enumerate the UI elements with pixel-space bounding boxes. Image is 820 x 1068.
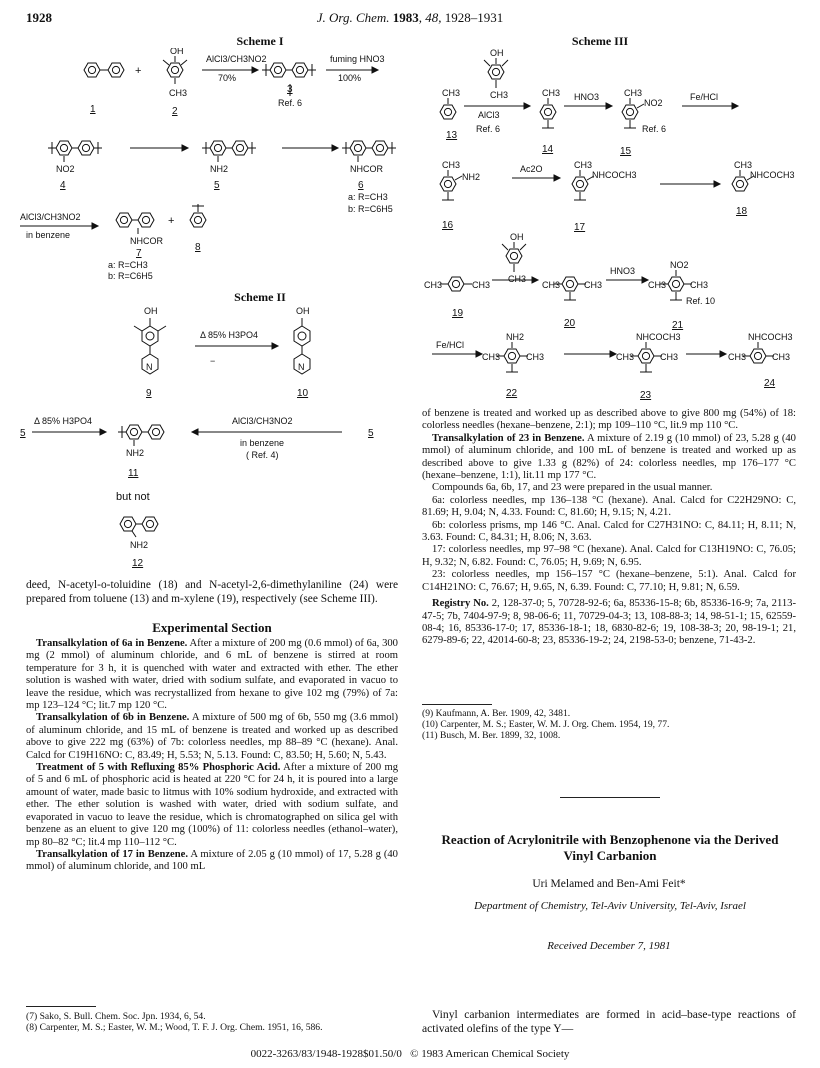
label-8: 8 — [195, 242, 201, 253]
svg-text:NO2: NO2 — [670, 260, 689, 270]
compound-11-structure — [118, 425, 164, 446]
s2-minus: − — [210, 356, 216, 366]
svg-text:NHCOCH3: NHCOCH3 — [750, 170, 795, 180]
left-footnote-rule — [26, 1006, 96, 1007]
exp-6a-text: After a mixture of 200 mg (0.6 mmol) of 6a, 300 mg (2 mmol) of aluminum chloride, and 6 mL of benzene is stirred at room temperature for 3 h, it is quenched with water and extracted with ether. The ether solution is washed with water, dried with sodium sulfate, and evaporated in vacuo to leave the residue, which was recrystallized from hexane to give 102 mg (79%) of 7a: mp 123–124 °C; lit.7 mp 120 °C. — [26, 638, 398, 712]
label-15: 15 — [620, 146, 632, 157]
page-footer — [0, 1048, 820, 1060]
svg-text:CH3: CH3 — [660, 352, 679, 362]
compound-23-structure — [630, 342, 662, 372]
footer-code: 0022-3263/83/1948-1928$01.50/0 — [250, 1048, 402, 1060]
svg-text:NH2: NH2 — [506, 332, 525, 342]
article-separator — [560, 797, 660, 798]
article-affiliation: Department of Chemistry, Tel-Aviv University, Tel-Aviv, Israel — [474, 900, 746, 912]
experimental-body — [26, 638, 398, 874]
s1-yield1: 70% — [218, 73, 237, 83]
exp-5-heading: Treatment of 5 with Refluxing 85% Phosphoric Acid. — [36, 762, 281, 774]
s3-alcl3: AlCl3 — [478, 110, 500, 120]
svg-text:N: N — [146, 362, 153, 372]
journal-year: 1983 — [392, 10, 419, 25]
svg-text:CH3: CH3 — [728, 352, 747, 362]
svg-text:CH3: CH3 — [648, 280, 667, 290]
page-number: 1928 — [26, 10, 52, 25]
phenol-2-structure — [163, 56, 187, 84]
svg-text:CH3: CH3 — [472, 280, 491, 290]
s1-reagent3b: in benzene — [26, 230, 71, 240]
svg-text:+: + — [168, 215, 175, 227]
s2-reagent1: Δ 85% H3PO4 — [200, 330, 259, 340]
s1-ref6: Ref. 6 — [278, 98, 303, 108]
right-p7: 23: colorless needles, mp 156–157 °C (hexane–benzene, 5:1). Anal. Calcd for C14H21NO: C, 76.67; H, 9.65, N, 6.39. Found: C, 77.10; H, 9.81; N, 6.59. — [422, 569, 796, 593]
exp-6b-heading: Transalkylation of 6b in Benzene. — [36, 712, 190, 724]
footnote-11: (11) Busch, M. Ber. 1899, 32, 1008. — [422, 730, 561, 741]
svg-text:OH: OH — [510, 232, 524, 242]
svg-text:CH3: CH3 — [442, 160, 461, 170]
label-23: 23 — [640, 390, 652, 400]
left-intro-paragraph — [26, 578, 398, 606]
scheme2-diagram — [20, 304, 410, 568]
right-p6: 17: colorless needles, mp 97–98 °C (hexane). Anal. Calcd for C13H19NO: C, 76.05; H, 9.32; N, 6.82. Found: C, 76.05; H, 9.69; N, 6.95. — [422, 544, 796, 568]
s2-reagent3a: AlCl3/CH3NO2 — [232, 416, 293, 426]
compound-4-structure — [48, 141, 102, 162]
article-intro: Vinyl carbanion intermediates are formed in acid–base-type reactions of activated olefins of the type Y— — [422, 1008, 796, 1035]
compound-6-structure — [342, 141, 396, 162]
compound-24-structure — [742, 342, 774, 363]
svg-text:CH3: CH3 — [734, 160, 753, 170]
svg-text:CH3: CH3 — [526, 352, 545, 362]
s2-nh2-12: NH2 — [130, 540, 149, 550]
left-p1: deed, N-acetyl-o-toluidine (18) and N-acetyl-2,6-dimethylaniline (24) were prepared from toluene (13) and m-xylene (19), respectively (see Scheme III). — [26, 579, 398, 605]
svg-text:CH3: CH3 — [542, 88, 561, 98]
scheme2-title: Scheme II — [234, 290, 286, 304]
compound-13-structure — [440, 98, 456, 119]
footnote-9: (9) Kaufmann, A. Ber. 1909, 42, 3481. — [422, 708, 571, 719]
label-6: 6 — [358, 180, 364, 191]
journal-pages: 1928–1931 — [444, 10, 504, 25]
s3-phenol-reagent-2 — [502, 242, 526, 272]
label-1: 1 — [90, 104, 96, 115]
svg-text:CH3: CH3 — [624, 88, 643, 98]
biphenyl-1-structure — [84, 63, 124, 77]
s1-reagent3a: AlCl3/CH3NO2 — [20, 212, 81, 222]
svg-text:NHCOCH3: NHCOCH3 — [748, 332, 793, 342]
compound-12-structure — [120, 517, 158, 537]
label-14: 14 — [542, 144, 554, 155]
article-title: Reaction of Acrylonitrile with Benzophenone via the Derived Vinyl Carbanion — [441, 832, 779, 863]
footer-copyright: © 1983 American Chemical Society — [410, 1048, 570, 1060]
exp-5-text: After a mixture of 200 mg of 5 and 6 mL of phosphoric acid is heated at 220 °C for 24 h, it is poured into a large amount of water, made basic to litmus with 10% sodium hydroxide, and extracted with ether. The ether solution is washed with water, dried with sodium sulfate, and evaporated in vacuo to leave the residue, which is chromatographed on silica gel with benzene as an eluent to give 120 mg (100%) of 11: colorless needles (ethanol–water), mp 80–82 °C; lit.4 mp 110–112 °C. — [26, 762, 398, 848]
svg-text:CH3: CH3 — [574, 160, 593, 170]
registry-heading: Registry No. — [432, 598, 489, 610]
label-5: 5 — [214, 180, 220, 191]
s3-hno3: HNO3 — [574, 92, 600, 102]
label-2: 2 — [172, 106, 178, 117]
running-header: J. Org. Chem. 1983, 48, 1928–1931 — [316, 10, 504, 25]
svg-text:CH3: CH3 — [442, 88, 461, 98]
label-16: 16 — [442, 220, 454, 231]
label-3: 3 — [287, 84, 293, 95]
scheme3-title: Scheme III — [571, 34, 629, 48]
s1-yield2: 100% — [338, 73, 362, 83]
article-authors: Uri Melamed and Ben-Ami Feit* — [532, 878, 686, 890]
s1-oh-label: OH — [170, 48, 184, 56]
scheme1-title: Scheme I — [236, 34, 284, 48]
svg-text:NH2: NH2 — [462, 172, 481, 182]
footnote-8: (8) Carpenter, M. S.; Easter, W. M.; Wood, T. F. J. Org. Chem. 1951, 16, 586. — [26, 1022, 323, 1033]
exp-23-heading: Transalkylation of 23 in Benzene. — [432, 432, 585, 444]
article-received: Received December 7, 1981 — [547, 940, 671, 952]
label-17: 17 — [574, 222, 586, 233]
label-12: 12 — [132, 558, 144, 568]
svg-text:CH3: CH3 — [508, 274, 527, 284]
label-19: 19 — [452, 308, 464, 319]
compound-16-structure — [440, 170, 462, 200]
right-p3: Compounds 6a, 6b, 17, and 23 were prepared in the usual manner. — [432, 482, 713, 494]
label-4: 4 — [60, 180, 66, 191]
svg-text:CH3: CH3 — [584, 280, 603, 290]
s3-ac2o: Ac2O — [520, 164, 543, 174]
s1-nh2: NH2 — [210, 164, 229, 174]
svg-text:CH3: CH3 — [772, 352, 791, 362]
footnote-7: (7) Sako, S. Bull. Chem. Soc. Jpn. 1934, 6, 54. — [26, 1011, 206, 1022]
compound-5-structure — [202, 141, 256, 162]
experimental-section-title: Experimental Section — [152, 620, 272, 635]
exp-17-text: A mixture of 2.05 g (10 mmol) of 17, 5.28 g (40 mmol) of aluminum chloride, and 100 mL — [26, 848, 398, 873]
s3-fehcl2: Fe/HCl — [436, 340, 465, 350]
svg-text:NHCOCH3: NHCOCH3 — [592, 170, 637, 180]
compound-8-structure — [190, 204, 206, 227]
left-footnotes — [26, 1011, 398, 1033]
footnote-10: (10) Carpenter, M. S.; Easter, W. M. J. Org. Chem. 1954, 19, 77. — [422, 719, 670, 730]
label-11: 11 — [128, 468, 139, 479]
s1-legend6b: b: R=C6H5 — [348, 204, 393, 214]
label-9: 9 — [146, 388, 152, 399]
right-footnotes — [422, 708, 796, 741]
s3-fehcl: Fe/HCl — [690, 92, 719, 102]
s2-reagent3c: ( Ref. 4) — [246, 450, 279, 460]
compound-17-structure — [572, 170, 594, 200]
s1-reagent2: fuming HNO3 — [330, 54, 385, 64]
s2-oh-10: OH — [296, 306, 310, 316]
right-p5: 6b: colorless prisms, mp 146 °C. Anal. Calcd for C27H31NO: C, 84.11; H, 8.11; N, 3.63. Found: C, 84.31; H, 8.06; N, 3.63. — [422, 519, 796, 544]
s2-reagent3b: in benzene — [240, 438, 285, 448]
s1-nhcor-7: NHCOR — [130, 236, 163, 246]
s2-nh2-11: NH2 — [126, 448, 145, 458]
right-experimental-body — [422, 408, 796, 648]
s3-ref6b: Ref. 6 — [642, 124, 667, 134]
svg-text:CH3: CH3 — [690, 280, 709, 290]
s1-ch3-label: CH3 — [169, 88, 188, 98]
label-10: 10 — [297, 388, 309, 399]
svg-text:OH: OH — [490, 48, 504, 58]
s2-oh-9: OH — [144, 306, 158, 316]
s1-legend7a: a: R=CH3 — [108, 260, 148, 270]
s2-five-right: 5 — [368, 428, 374, 439]
compound-15-structure — [622, 98, 644, 128]
label-18: 18 — [736, 206, 748, 217]
s1-nhcor: NHCOR — [350, 164, 383, 174]
label-24: 24 — [764, 378, 776, 389]
compound-14-structure — [540, 98, 556, 128]
right-footnote-rule — [422, 704, 492, 705]
exp-17-heading: Transalkylation of 17 in Benzene. — [36, 848, 189, 860]
svg-text:CH3: CH3 — [482, 352, 501, 362]
scheme3-diagram — [424, 48, 804, 400]
s2-reagent2: Δ 85% H3PO4 — [34, 416, 93, 426]
s1-reagent1: AlCl3/CH3NO2 — [206, 54, 267, 64]
svg-text:NO2: NO2 — [644, 98, 663, 108]
label-13: 13 — [446, 130, 458, 141]
s3-ref6: Ref. 6 — [476, 124, 501, 134]
journal-volume: 48 — [425, 10, 439, 25]
compound-3-structure — [262, 63, 316, 77]
s3-phenol-reagent — [484, 58, 508, 88]
s2-but-not: but not — [116, 491, 150, 503]
exp-23-text: A mixture of 2.19 g (10 mmol) of 23, 5.28 g (40 mmol) of aluminum chloride, and 100 mL of benzene is treated and worked up as described above to give 1.33 g (82%) of 24: colorless needles, mp 176–177 °C (hexane–benzene, 1:1), lit.11 mp 177 °C. — [422, 432, 796, 482]
svg-text:CH3: CH3 — [542, 280, 561, 290]
svg-text:NHCOCH3: NHCOCH3 — [636, 332, 681, 342]
exp-6a-heading: Transalkylation of 6a in Benzene. — [36, 638, 188, 649]
svg-text:+: + — [135, 65, 142, 77]
s1-legend6a: a: R=CH3 — [348, 192, 388, 202]
exp-6b-text: A mixture of 500 mg of 6b, 550 mg (3.6 mmol) of aluminum chloride, and 15 mL of benzene is treated and worked up as described above to give 222 mg (63%) of 7b: colorless needles, mp 88–89 °C (hexane). Anal. Calcd for C19H16NO: C, 83.49; H, 5.53; N, 5.13. Found: C, 83.50; H, 5.60; N, 5.43. — [26, 712, 398, 761]
svg-text:CH3: CH3 — [490, 90, 509, 100]
registry-text: 2, 128-37-0; 5, 70728-92-6; 6a, 85336-15-8; 6b, 85336-16-9; 7a, 2113-47-5; 7b, 7404-97-9; 8, 98-06-6; 11, 70729-04-3; 13, 108-88-3; 14, 98-51-1; 15, 62559-08-4; 16, 85336-17-0; 17, 85336-18-1; 18, 6830-82-6; 19, 108-38-3; 20, 98-19-1; 21, 6279-89-6; 22, 42014-60-8; 23, 85336-19-2; 24, 2198-53-0; benzene, 71-43-2. — [422, 598, 796, 647]
right-p4: 6a: colorless needles, mp 136–138 °C (hexane). Anal. Calcd for C22H29NO: C, 81.69; H, 9.04; N, 4.33. Found: C, 81.60; H, 9.15; N, 4.21. — [422, 494, 796, 519]
journal-name: J. Org. Chem. — [316, 10, 390, 25]
label-22: 22 — [506, 388, 518, 399]
compound-19-structure — [440, 277, 472, 291]
label-20: 20 — [564, 318, 576, 329]
svg-text:N: N — [298, 362, 305, 372]
s3-ref10: Ref. 10 — [686, 296, 716, 306]
compound-22-structure — [496, 342, 528, 372]
s3-hno3b: HNO3 — [610, 266, 636, 276]
right-p1: of benzene is treated and worked up as described above to give 800 mg (54%) of 18: colorless needles (hexane–benzene, 2:1); mp 109–110 °C, lit.9 mp 110 °C. — [422, 408, 796, 432]
s2-five-left: 5 — [20, 428, 26, 439]
compound-7-structure — [116, 213, 154, 234]
label-21: 21 — [672, 320, 684, 331]
svg-text:CH3: CH3 — [424, 280, 443, 290]
label-7: 7 — [136, 248, 142, 259]
s1-no2: NO2 — [56, 164, 75, 174]
svg-text:CH3: CH3 — [616, 352, 635, 362]
s1-legend7b: b: R=C6H5 — [108, 271, 153, 280]
scheme1-diagram — [20, 48, 410, 280]
